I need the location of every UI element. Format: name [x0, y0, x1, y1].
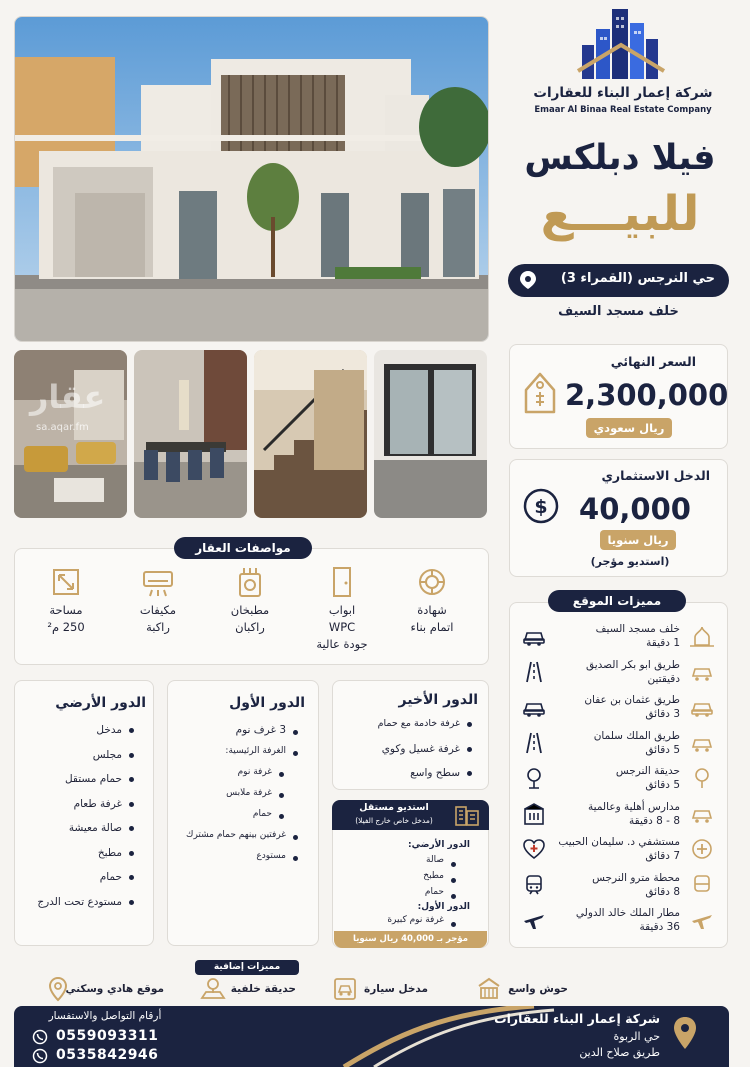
studio-title: استديو مستقل — [359, 802, 429, 813]
location-feature-place: طريق الملك سلمان — [593, 729, 680, 742]
location-feature-time: دقيقتين — [647, 672, 680, 685]
price-label: السعر النهائي — [610, 354, 696, 369]
company-logo — [576, 5, 666, 81]
spec-ac — [114, 566, 202, 636]
air-conditioner-icon — [142, 566, 174, 598]
footer-street: طريق صلاح الدين — [579, 1046, 660, 1059]
location-feature-time: 5 دقائق — [645, 779, 680, 791]
company-name-ar: شركة إعمار البناء للعقارات — [533, 85, 713, 101]
mosque-icon — [690, 625, 714, 647]
park-icon — [690, 767, 714, 789]
location-feature-time: 3 دقائق — [645, 708, 680, 720]
school-icon — [690, 803, 714, 825]
footer-company: شركة إعمار البناء للعقارات — [494, 1011, 660, 1026]
income-note: (استديو مؤجر) — [590, 555, 670, 568]
location-feature-row — [518, 764, 718, 794]
list-item: غرفة نوم كبيرة — [360, 912, 460, 928]
list-item: صالة معيشة — [20, 816, 138, 841]
location-feature-time: 8 دقائق — [645, 885, 680, 898]
list-item: مطبخ — [20, 841, 138, 866]
car-entrance-icon — [332, 976, 358, 1002]
extra-back-garden — [198, 976, 298, 1002]
first-floor-title: الدور الأول — [229, 695, 305, 711]
watermark-url: sa.aqar.fm — [36, 422, 89, 433]
location-feature-place: طريق عثمان بن عفان — [584, 694, 680, 706]
spec-label: ابواب WPC جودة عالية — [316, 603, 368, 651]
window-room-photo — [374, 350, 487, 518]
extra-label: موقع هادي وسكني — [65, 983, 164, 995]
spec-label: مكيفات راكبة — [139, 603, 177, 634]
studio-rent: مؤجر بـ 40,000 ريال سنويا — [334, 931, 487, 948]
studio-ground-list — [360, 852, 460, 900]
metro-icon — [690, 874, 714, 896]
list-item: مستودع — [172, 846, 302, 867]
price-currency: ريال سعودي — [586, 418, 672, 438]
list-item: صالة — [360, 852, 460, 868]
spec-label: شهادة اتمام بناء — [410, 603, 454, 634]
headline-for-sale: للبيـــع — [540, 186, 700, 242]
district-pill — [508, 264, 729, 297]
location-feature-text — [558, 835, 680, 863]
list-item: حمام مستقل — [20, 767, 138, 792]
footer-location-pin-icon — [672, 1016, 698, 1050]
hospital-icon — [690, 838, 714, 860]
list-item: غرفتين بينهم حمام مشترك — [172, 825, 302, 846]
ground-floor-title: الدور الأرضي — [55, 695, 146, 711]
phone-row[interactable] — [30, 1047, 180, 1065]
location-feature-place: مطار الملك خالد الدولي — [575, 907, 680, 919]
location-features-title: مميزات الموقع — [548, 590, 686, 612]
spec-certificate — [388, 566, 476, 636]
whatsapp-icon — [32, 1029, 48, 1045]
ground-floor-list — [20, 718, 138, 914]
location-feature-text — [576, 906, 680, 934]
dining-room-photo — [134, 350, 247, 518]
list-item: مطبخ — [360, 868, 460, 884]
whatsapp-icon — [32, 1048, 48, 1064]
list-item: حمام — [20, 865, 138, 890]
yard-icon — [476, 976, 502, 1002]
car-icon — [690, 696, 714, 718]
studio-first-list — [360, 912, 460, 928]
staircase-photo — [254, 350, 367, 518]
location-feature-row — [518, 800, 718, 830]
location-feature-place: طريق ابو بكر الصديق — [585, 658, 680, 671]
location-feature-text — [586, 658, 680, 686]
list-item: حمام — [172, 804, 288, 825]
door-icon — [326, 566, 358, 598]
metro-icon — [522, 874, 546, 896]
location-feature-text — [596, 622, 680, 650]
kitchen-icon — [234, 566, 266, 598]
phone-number[interactable]: 0535842946 — [56, 1047, 159, 1063]
location-feature-row — [518, 693, 718, 723]
headline-title: فيلا دبلكس — [524, 138, 716, 178]
spec-label: مساحة 250 م² — [47, 603, 85, 634]
specs-title: مواصفات العقار — [174, 537, 312, 559]
extra-car-entrance — [330, 976, 430, 1002]
footer-district: حي الربوة — [613, 1030, 660, 1043]
car-icon — [522, 625, 546, 647]
road-icon — [690, 732, 714, 754]
location-feature-row — [518, 835, 718, 865]
list-item: غرفة غسيل وكوي — [340, 737, 476, 762]
extra-label: مدخل سيارة — [364, 983, 428, 995]
spec-label: مطبخان راكبان — [230, 603, 270, 634]
list-item: غرفة طعام — [20, 792, 138, 817]
location-feature-time: 1 دقيقة — [646, 637, 680, 649]
location-feature-time: 36 دقيقة — [639, 921, 680, 933]
hospital-icon — [522, 838, 546, 860]
list-item: غرفة ملابس — [172, 783, 288, 804]
last-floor-title: الدور الأخير — [398, 692, 478, 708]
location-feature-place: مدارس أهلية وعالمية — [588, 800, 680, 813]
location-feature-place: حديقة النرجس — [615, 765, 680, 777]
list-item: مستودع تحت الدرج — [20, 890, 138, 915]
location-feature-time: 8 - 8 دقيقة — [629, 814, 680, 827]
road-icon — [522, 661, 546, 683]
district-text: حي النرجس (القمراء 3) — [560, 271, 715, 286]
landmark-text: خلف مسجد السيف — [558, 304, 679, 319]
extra-yard — [474, 976, 570, 1002]
extra-label: حديقة خلفية — [230, 983, 296, 995]
road-icon — [522, 732, 546, 754]
list-item: غرفة نوم — [172, 762, 288, 783]
certificate-icon — [416, 566, 448, 598]
contact-label: أرقام التواصل والاستفسار — [48, 1010, 162, 1022]
phone-row[interactable] — [30, 1028, 180, 1046]
area-icon — [50, 566, 82, 598]
studio-subtitle: (مدخل خاص خارج الفيلا) — [355, 816, 433, 825]
spec-doors — [298, 566, 386, 653]
watermark-brand: عقار — [30, 378, 106, 416]
first-floor-list — [172, 720, 302, 867]
studio-ground-label: الدور الأرضي: — [408, 840, 470, 850]
last-floor-list — [340, 712, 476, 786]
location-feature-row — [518, 906, 718, 936]
price-tag-icon — [522, 372, 558, 416]
garden-icon — [200, 976, 226, 1002]
list-item: 3 غرف نوم — [172, 720, 302, 741]
studio-first-label: الدور الأول: — [417, 902, 470, 912]
spec-kitchens — [206, 566, 294, 636]
dollar-coin-icon — [523, 488, 559, 524]
location-pin-icon — [518, 270, 538, 290]
svg-text:$: $ — [534, 496, 548, 518]
company-name-en: Emaar Al Binaa Real Estate Company — [534, 105, 712, 115]
location-feature-text — [616, 764, 680, 792]
location-feature-row — [518, 658, 718, 688]
list-item: مدخل — [20, 718, 138, 743]
extra-quiet-location — [44, 976, 166, 1002]
income-value: 40,000 — [579, 492, 691, 526]
location-feature-place: مستشفي د. سليمان الحبيب — [558, 836, 680, 848]
price-value: 2,300,000 — [565, 378, 729, 412]
phone-number[interactable]: 0559093311 — [56, 1028, 159, 1044]
road-icon — [690, 661, 714, 683]
list-item: سطح واسع — [340, 761, 476, 786]
list-item: غرفة خادمة مع حمام — [340, 712, 476, 737]
location-feature-text — [588, 800, 680, 828]
airplane-icon — [522, 909, 546, 931]
extra-label: حوش واسع — [508, 983, 568, 995]
location-feature-place: محطة مترو النرجس — [592, 871, 680, 884]
car-icon — [522, 696, 546, 718]
airplane-icon — [690, 909, 714, 931]
location-feature-text — [584, 693, 680, 721]
villa-main-photo — [14, 16, 489, 342]
location-feature-time: 5 دقائق — [645, 743, 680, 756]
spec-area — [22, 566, 110, 636]
income-label: الدخل الاستثماري — [601, 468, 710, 483]
location-feature-text — [592, 871, 680, 899]
living-room-photo — [14, 350, 127, 518]
location-feature-row — [518, 622, 718, 652]
list-item: حمام — [360, 884, 460, 900]
park-icon — [522, 767, 546, 789]
extras-title: مميزات إضافية — [195, 960, 299, 975]
school-icon — [522, 803, 546, 825]
location-feature-row — [518, 729, 718, 759]
location-feature-time: 7 دقائق — [645, 850, 680, 862]
list-item: مجلس — [20, 743, 138, 768]
building-icon — [454, 803, 480, 827]
income-period: ريال سنويا — [600, 530, 676, 550]
location-feature-row — [518, 871, 718, 901]
location-feature-place: خلف مسجد السيف — [595, 623, 680, 635]
list-item: الغرفة الرئيسية: — [172, 741, 302, 762]
location-feature-text — [594, 729, 680, 757]
